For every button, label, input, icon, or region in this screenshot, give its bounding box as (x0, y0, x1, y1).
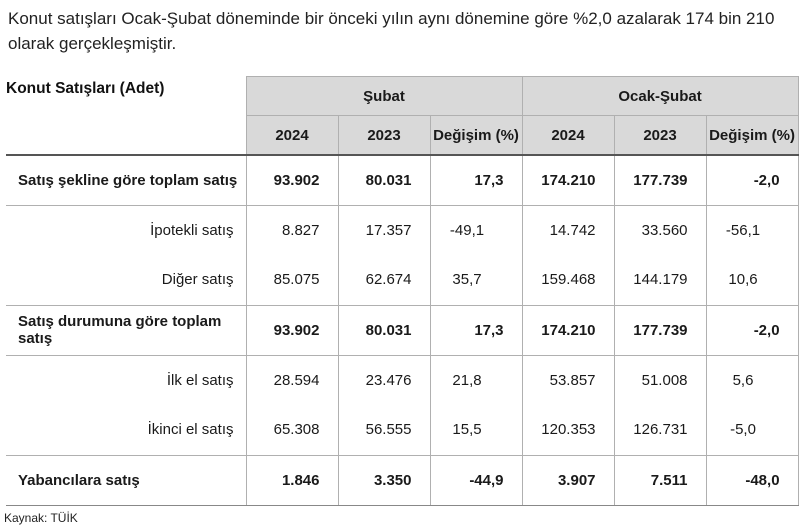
table-row (6, 205, 798, 255)
housing-sales-table (6, 76, 799, 506)
intro-paragraph: Konut satışları Ocak-Şubat döneminde bir önceki yılın aynı dönemine göre %2,0 azalarak 174 bin 210 olarak gerçekleşmiştir. (8, 9, 775, 53)
cell: 177.739 (614, 155, 706, 205)
cell: 3.907 (522, 455, 614, 505)
cell: 28.594 (246, 355, 338, 405)
row-label: Diğer satış (6, 255, 246, 305)
cell: 23.476 (338, 355, 430, 405)
cell: 56.555 (338, 405, 430, 455)
header-janfeb-change: Değişim (%) (706, 116, 798, 156)
cell: 17,3 (430, 155, 522, 205)
row-label: İkinci el satış (6, 405, 246, 455)
row-label: İlk el satış (6, 355, 246, 405)
cell: -56,1 (706, 205, 798, 255)
cell: -44,9 (430, 455, 522, 505)
cell: 126.731 (614, 405, 706, 455)
header-janfeb-2024: 2024 (522, 116, 614, 156)
header-feb-change: Değişim (%) (430, 116, 522, 156)
source-note: Kaynak: TÜİK (4, 511, 78, 525)
table-row (6, 305, 798, 355)
cell: 93.902 (246, 155, 338, 205)
table-title: Konut Satışları (Adet) (6, 80, 165, 97)
cell: 62.674 (338, 255, 430, 305)
header-blank (6, 77, 246, 116)
cell: 33.560 (614, 205, 706, 255)
header-feb-2024: 2024 (246, 116, 338, 156)
cell: 53.857 (522, 355, 614, 405)
cell: 177.739 (614, 305, 706, 355)
header-blank-2 (6, 116, 246, 156)
cell: -49,1 (430, 205, 522, 255)
header-group-janfeb: Ocak-Şubat (522, 77, 798, 116)
cell: 7.511 (614, 455, 706, 505)
header-group-feb: Şubat (246, 77, 522, 116)
table-row (6, 155, 798, 205)
header-feb-2023: 2023 (338, 116, 430, 156)
row-label: Yabancılara satış (6, 455, 246, 505)
table-row (6, 405, 798, 455)
cell: 3.350 (338, 455, 430, 505)
cell: 14.742 (522, 205, 614, 255)
cell: 8.827 (246, 205, 338, 255)
cell: 17,3 (430, 305, 522, 355)
row-label: Satış şekline göre toplam satış (6, 155, 246, 205)
cell: 93.902 (246, 305, 338, 355)
table-row (6, 255, 798, 305)
cell: 80.031 (338, 305, 430, 355)
cell: 51.008 (614, 355, 706, 405)
cell: -48,0 (706, 455, 798, 505)
cell: -5,0 (706, 405, 798, 455)
cell: 80.031 (338, 155, 430, 205)
cell: 85.075 (246, 255, 338, 305)
cell: 10,6 (706, 255, 798, 305)
cell: -2,0 (706, 155, 798, 205)
cell: 120.353 (522, 405, 614, 455)
cell: 35,7 (430, 255, 522, 305)
cell: 174.210 (522, 155, 614, 205)
cell: 159.468 (522, 255, 614, 305)
cell: 15,5 (430, 405, 522, 455)
cell: -2,0 (706, 305, 798, 355)
cell: 21,8 (430, 355, 522, 405)
cell: 174.210 (522, 305, 614, 355)
cell: 144.179 (614, 255, 706, 305)
table-row (6, 355, 798, 405)
row-label: İpotekli satış (6, 205, 246, 255)
cell: 65.308 (246, 405, 338, 455)
cell: 5,6 (706, 355, 798, 405)
cell: 17.357 (338, 205, 430, 255)
header-janfeb-2023: 2023 (614, 116, 706, 156)
cell: 1.846 (246, 455, 338, 505)
table-row (6, 455, 798, 505)
row-label: Satış durumuna göre toplam satış (6, 305, 246, 355)
